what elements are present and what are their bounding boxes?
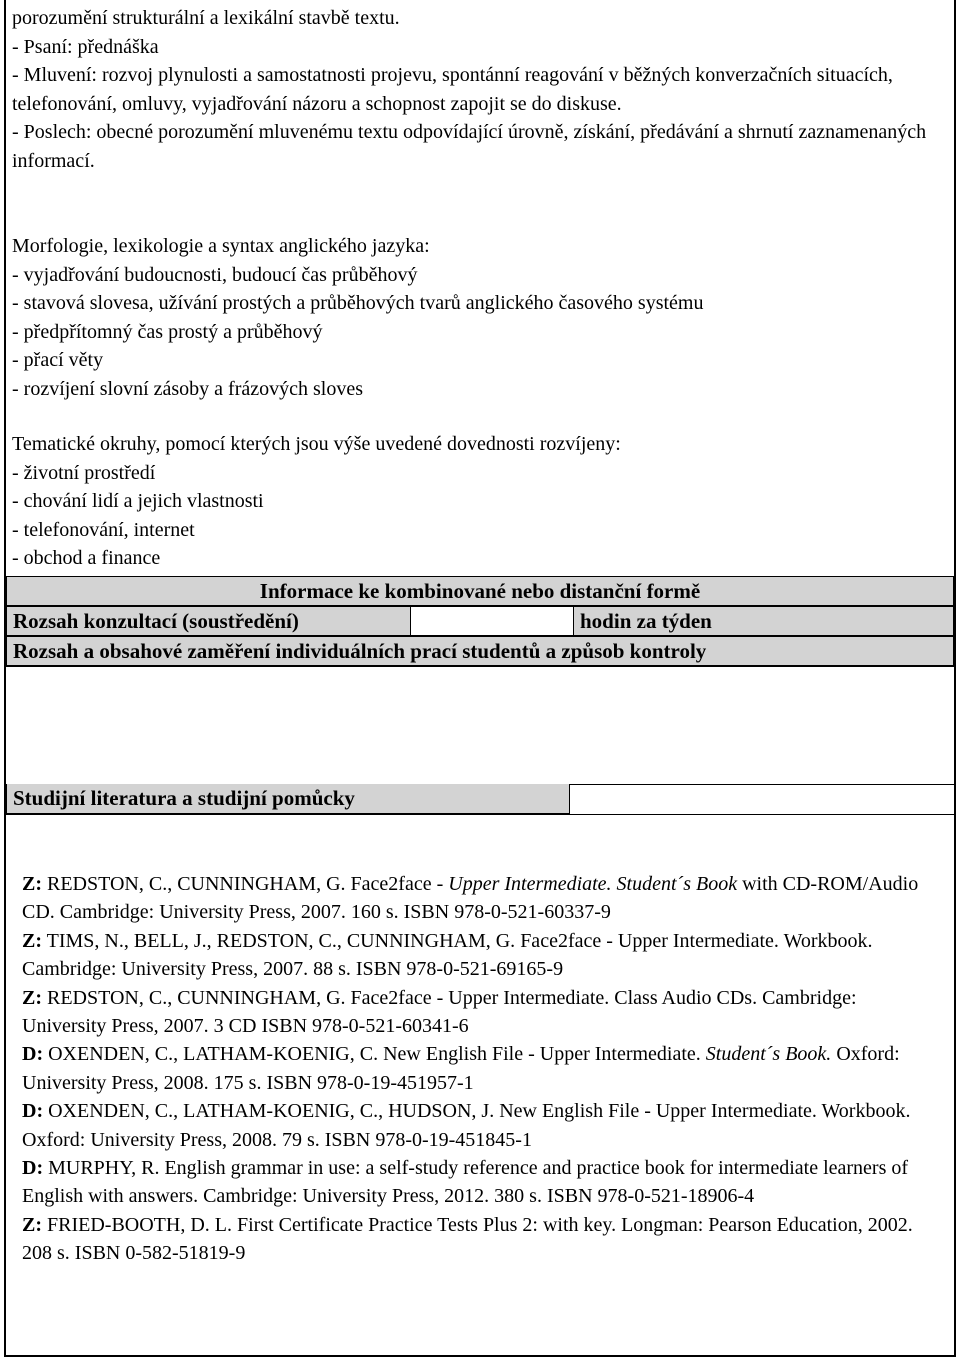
literature-entry bbox=[22, 984, 942, 1041]
list-item: - předpřítomný čas prostý a průběhový bbox=[12, 320, 323, 343]
entry-title: Face2face - bbox=[350, 873, 449, 895]
entry-publisher: Cambridge: University Press, 2012. 380 s. ISBN 978-0-521-18906-4 bbox=[203, 1185, 755, 1208]
topics-section bbox=[12, 430, 948, 573]
entry-publisher: Oxford: University Press, 2008. 79 s. ISBN 978-0-19-451845-1 bbox=[22, 1128, 532, 1151]
entry-title: Face2face - Upper Intermediate. Class Audio CDs. bbox=[350, 986, 758, 1009]
morphology-section bbox=[12, 232, 948, 403]
entry-publisher: Cambridge: University Press, 2007. 3 CD ISBN 978-0-521-60341-6 bbox=[22, 986, 857, 1038]
entry-publisher: Longman: Pearson Education, 2002. 208 s. ISBN 0-582-51819-9 bbox=[22, 1213, 913, 1265]
text-line: - Psaní: přednáška bbox=[12, 35, 159, 58]
entry-authors: TIMS, N., BELL, J., REDSTON, C., CUNNINGHAM, G. bbox=[46, 929, 516, 952]
list-item: - rozvíjení slovní zásoby a frázových sloves bbox=[12, 377, 364, 400]
entry-authors: OXENDEN, C., LATHAM-KOENIG, C. bbox=[48, 1043, 379, 1066]
entry-authors: FRIED-BOOTH, D. L. bbox=[47, 1213, 232, 1236]
entry-authors: MURPHY, R. bbox=[48, 1157, 160, 1180]
entry-title: New English File - Upper Intermediate. bbox=[383, 1043, 701, 1066]
divider bbox=[6, 666, 954, 667]
list-item: - stavová slovesa, užívání prostých a průběhových tvarů anglického časového systému bbox=[12, 292, 704, 314]
literature-entry bbox=[22, 870, 942, 927]
divider bbox=[6, 814, 954, 815]
list-item: - přací věty bbox=[12, 349, 104, 371]
list-item: - životní prostředí bbox=[12, 461, 156, 484]
entry-authors: OXENDEN, C., LATHAM-KOENIG, C., HUDSON, J. bbox=[48, 1100, 495, 1123]
entry-publisher: Cambridge: University Press, 2007. 88 s. ISBN 978-0-521-69165-9 bbox=[22, 958, 564, 981]
literature-entry bbox=[22, 1097, 942, 1154]
literature-entry bbox=[22, 1040, 942, 1097]
entry-tag: D: bbox=[22, 1157, 44, 1180]
entry-title: Face2face - Upper Intermediate. Workbook. bbox=[520, 929, 873, 952]
distance-form-header: Informace ke kombinované nebo distanční formě bbox=[6, 576, 954, 606]
literature-entry bbox=[22, 1211, 942, 1268]
entry-tag: Z: bbox=[22, 929, 42, 952]
entry-tag: Z: bbox=[22, 986, 42, 1009]
entry-title: English grammar in use: a self-study reference and practice book for intermediate learners of English with answers. bbox=[22, 1157, 909, 1208]
list-item: - vyjadřování budoucnosti, budoucí čas průběhový bbox=[12, 263, 418, 286]
entry-publisher: with CD-ROM/Audio CD. Cambridge: University Press, 2007. 160 s. ISBN 978-0-521-60337-9 bbox=[22, 873, 919, 924]
list-item: - obchod a finance bbox=[12, 547, 161, 569]
entry-authors: REDSTON, C., CUNNINGHAM, G. bbox=[47, 873, 346, 895]
list-item: - telefonování, internet bbox=[12, 518, 195, 541]
individual-work-header: Rozsah a obsahové zaměření individuálních prací studentů a způsob kontroly bbox=[6, 636, 954, 666]
text-line: - Mluvení: rozvoj plynulosti a samostatnosti projevu, spontánní reagování v běžných konverzačních situacích, telefonování, omluvy, vyjadřování názoru a schopnost zapojit se do diskuse. bbox=[12, 64, 893, 115]
entry-tag: D: bbox=[22, 1043, 44, 1066]
entry-tag: Z: bbox=[22, 1213, 42, 1236]
section-heading: Morfologie, lexikologie a syntax anglického jazyka: bbox=[12, 235, 430, 257]
consultation-unit: hodin za týden bbox=[580, 609, 712, 633]
list-item: - chování lidí a jejich vlastnosti bbox=[12, 490, 264, 512]
literature-entry bbox=[22, 1154, 942, 1211]
skills-section bbox=[12, 4, 948, 175]
literature-entry bbox=[22, 927, 942, 984]
literature-list bbox=[22, 870, 942, 1268]
text-line: porozumění strukturální a lexikální stavbě textu. bbox=[12, 7, 400, 29]
consultation-hours-field[interactable] bbox=[410, 607, 574, 635]
entry-publisher: Oxford: University Press, 2008. 175 s. ISBN 978-0-19-451957-1 bbox=[22, 1043, 900, 1094]
entry-title-italic: Upper Intermediate. Student´s Book bbox=[448, 873, 738, 895]
literature-header: Studijní literatura a studijní pomůcky bbox=[6, 784, 570, 814]
consultation-row bbox=[6, 606, 954, 636]
entry-title: New English File - Upper Intermediate. Workbook. bbox=[499, 1100, 911, 1123]
entry-title: First Certificate Practice Tests Plus 2: with key. bbox=[237, 1213, 617, 1236]
entry-tag: D: bbox=[22, 1100, 44, 1123]
entry-title-italic: Student´s Book. bbox=[705, 1043, 832, 1066]
entry-authors: REDSTON, C., CUNNINGHAM, G. bbox=[47, 986, 346, 1009]
section-heading: Tematické okruhy, pomocí kterých jsou výše uvedené dovednosti rozvíjeny: bbox=[12, 433, 621, 455]
entry-tag: Z: bbox=[22, 873, 42, 895]
consultation-label: Rozsah konzultací (soustředění) bbox=[13, 609, 299, 633]
text-line: - Poslech: obecné porozumění mluvenému textu odpovídající úrovně, získání, předávání a shrnutí zaznamenaných informací. bbox=[12, 121, 927, 172]
